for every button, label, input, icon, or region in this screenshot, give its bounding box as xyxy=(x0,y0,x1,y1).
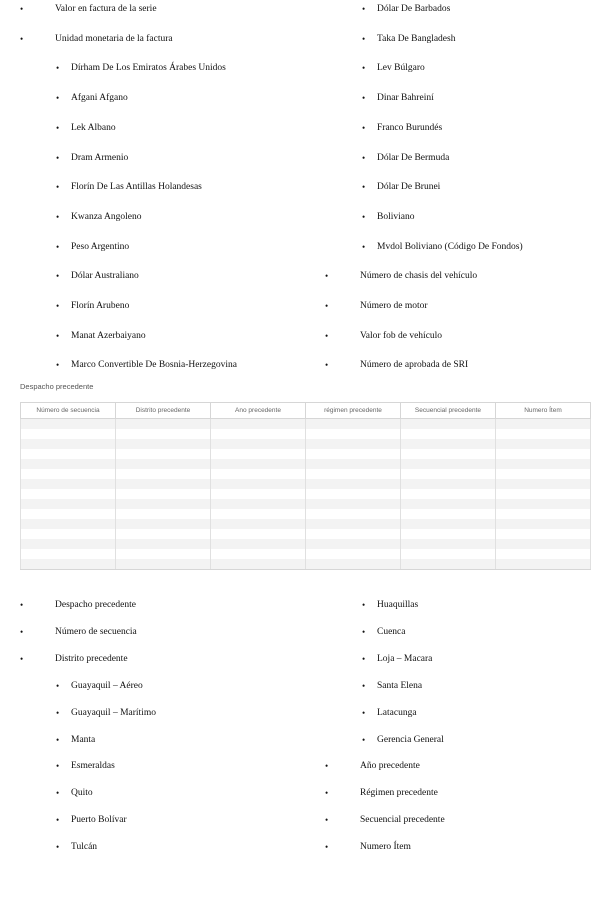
table-body xyxy=(21,419,591,570)
table-cell xyxy=(306,449,401,459)
bullet-icon: • xyxy=(325,761,329,772)
list-item: Dram Armenio xyxy=(71,152,129,163)
bullet-icon: • xyxy=(325,788,329,799)
table-cell xyxy=(496,509,591,519)
header-ano-precedente: Ano precedente xyxy=(211,403,306,419)
table-row xyxy=(21,459,591,469)
table-cell xyxy=(496,559,591,570)
header-distrito-precedente: Distrito precedente xyxy=(116,403,211,419)
bullet-icon: • xyxy=(56,815,60,826)
bullet-icon: • xyxy=(56,152,60,163)
list-item: Mvdol Boliviano (Código De Fondos) xyxy=(377,241,523,252)
bullet-icon: • xyxy=(362,241,366,252)
list-item: Guayaquil – Aéreo xyxy=(71,680,143,691)
bullet-icon: • xyxy=(56,241,60,252)
list-item: Afgani Afgano xyxy=(71,93,128,104)
table-cell xyxy=(496,519,591,529)
list-item: Dólar De Bermuda xyxy=(377,152,450,163)
bullet-icon: • xyxy=(362,211,366,222)
list-item: Secuencial precedente xyxy=(360,815,445,826)
bullet-icon: • xyxy=(56,93,60,104)
bullet-icon: • xyxy=(20,33,24,44)
table-cell xyxy=(21,469,116,479)
list-item: Quito xyxy=(71,788,93,799)
table-cell xyxy=(401,459,496,469)
table-cell xyxy=(401,559,496,570)
bullet-icon: • xyxy=(362,734,366,745)
table-cell xyxy=(21,459,116,469)
bullet-icon: • xyxy=(362,707,366,718)
table-cell xyxy=(116,429,211,439)
list-item: Santa Elena xyxy=(377,680,423,691)
table-cell xyxy=(401,519,496,529)
bullet-icon: • xyxy=(362,63,366,74)
list-item: Régimen precedente xyxy=(360,788,438,799)
table-cell xyxy=(116,439,211,449)
bullet-icon: • xyxy=(56,122,60,133)
list-item: Lek Albano xyxy=(71,122,116,133)
list-item: Despacho precedente xyxy=(55,600,136,610)
table-cell xyxy=(401,509,496,519)
list-item: Distrito precedente xyxy=(55,653,128,664)
bullet-icon: • xyxy=(362,33,366,44)
table-cell xyxy=(211,529,306,539)
list-item: Número de motor xyxy=(360,301,428,311)
table-cell xyxy=(211,479,306,489)
bullet-icon: • xyxy=(56,788,60,799)
table-cell xyxy=(306,429,401,439)
list-item: Valor fob de vehículo xyxy=(360,330,443,341)
table-cell xyxy=(116,529,211,539)
list-item: Florín Arubeno xyxy=(71,301,130,311)
table-cell xyxy=(496,469,591,479)
table-cell xyxy=(21,429,116,439)
list-item: Dólar De Barbados xyxy=(377,4,451,14)
table-cell xyxy=(496,479,591,489)
table-cell xyxy=(401,439,496,449)
table-cell xyxy=(211,519,306,529)
list-item: Kwanza Angoleno xyxy=(71,211,142,222)
header-regimen-precedente: régimen precedente xyxy=(306,403,401,419)
bullet-icon: • xyxy=(362,680,366,691)
bullet-icon: • xyxy=(362,626,366,637)
bullet-icon: • xyxy=(362,122,366,133)
table-cell xyxy=(401,529,496,539)
table-cell xyxy=(116,469,211,479)
table-row xyxy=(21,539,591,549)
table-cell xyxy=(21,449,116,459)
bullet-icon: • xyxy=(20,600,24,610)
table-cell xyxy=(306,549,401,559)
table-cell xyxy=(306,499,401,509)
table-row xyxy=(21,519,591,529)
table-row xyxy=(21,439,591,449)
table-cell xyxy=(401,489,496,499)
list-item: Número de secuencia xyxy=(55,626,137,637)
list-item: Marco Convertible De Bosnia-Herzegovina xyxy=(71,360,237,371)
table-cell xyxy=(306,559,401,570)
list-item: Manta xyxy=(71,734,96,745)
list-item: Loja – Macara xyxy=(377,653,433,664)
table-cell xyxy=(306,419,401,430)
table-cell xyxy=(116,509,211,519)
bullet-icon: • xyxy=(56,761,60,772)
bullet-icon: • xyxy=(56,707,60,718)
table-cell xyxy=(306,539,401,549)
table-cell xyxy=(306,459,401,469)
table-cell xyxy=(496,529,591,539)
list-item: Dólar De Brunei xyxy=(377,182,441,193)
table-cell xyxy=(401,469,496,479)
table-cell xyxy=(21,479,116,489)
bullet-icon: • xyxy=(362,93,366,104)
bullet-icon: • xyxy=(56,734,60,745)
table-row xyxy=(21,559,591,570)
bullet-icon: • xyxy=(362,600,366,610)
header-numero-item: Numero Ítem xyxy=(496,403,591,419)
table-cell xyxy=(211,419,306,430)
table-cell xyxy=(116,489,211,499)
table-cell xyxy=(401,479,496,489)
list-item: Peso Argentino xyxy=(71,241,130,252)
bullet-icon: • xyxy=(56,330,60,341)
table-cell xyxy=(21,439,116,449)
list-item: Florín De Las Antillas Holandesas xyxy=(71,182,202,193)
bullet-icon: • xyxy=(325,815,329,826)
table-cell xyxy=(21,519,116,529)
bullet-icon: • xyxy=(362,653,366,664)
table-row xyxy=(21,489,591,499)
table-cell xyxy=(21,539,116,549)
list-item: Manat Azerbaiyano xyxy=(71,330,146,341)
table-cell xyxy=(116,519,211,529)
list-item: Franco Burundés xyxy=(377,122,443,133)
table-cell xyxy=(116,559,211,570)
table-cell xyxy=(116,459,211,469)
table-cell xyxy=(496,449,591,459)
table-cell xyxy=(211,489,306,499)
list-item: Cuenca xyxy=(377,626,406,637)
list-item: Dírham De Los Emiratos Árabes Unidos xyxy=(71,63,226,74)
table-cell xyxy=(116,479,211,489)
table-cell xyxy=(496,459,591,469)
table-cell xyxy=(116,539,211,549)
table-cell xyxy=(306,489,401,499)
bullet-icon: • xyxy=(56,211,60,222)
bullet-icon: • xyxy=(56,271,60,282)
list-item: Numero Ítem xyxy=(360,842,411,853)
table-cell xyxy=(401,549,496,559)
table-cell xyxy=(21,499,116,509)
list-item: Lev Búlgaro xyxy=(377,63,425,74)
list-item: Guayaquil – Marítimo xyxy=(71,707,156,718)
table-cell xyxy=(306,469,401,479)
bullet-icon: • xyxy=(56,842,60,853)
table-cell xyxy=(496,499,591,509)
table-cell xyxy=(116,549,211,559)
table-cell xyxy=(211,549,306,559)
table-cell xyxy=(496,429,591,439)
table-row xyxy=(21,509,591,519)
table-cell xyxy=(401,419,496,430)
table-cell xyxy=(116,449,211,459)
table-cell xyxy=(21,489,116,499)
bullet-icon: • xyxy=(362,4,366,14)
table-cell xyxy=(306,509,401,519)
table-cell xyxy=(21,549,116,559)
table-row xyxy=(21,419,591,430)
table-cell xyxy=(211,509,306,519)
table-cell xyxy=(211,439,306,449)
bullet-icon: • xyxy=(325,842,329,853)
table-cell xyxy=(306,529,401,539)
table-cell xyxy=(401,499,496,509)
table-cell xyxy=(21,419,116,430)
table-cell xyxy=(401,449,496,459)
list-item: Número de chasis del vehículo xyxy=(360,271,478,282)
table-row xyxy=(21,479,591,489)
table-row xyxy=(21,499,591,509)
table-cell xyxy=(496,549,591,559)
list-item: Gerencia General xyxy=(377,734,444,745)
table-cell xyxy=(211,459,306,469)
table-cell xyxy=(211,559,306,570)
list-item: Dólar Australiano xyxy=(71,271,139,282)
list-item: Unidad monetaria de la factura xyxy=(55,33,173,44)
table-header-row xyxy=(21,403,591,419)
table-cell xyxy=(211,539,306,549)
table-cell xyxy=(496,439,591,449)
table-cell xyxy=(306,439,401,449)
bullet-icon: • xyxy=(20,626,24,637)
table-row xyxy=(21,449,591,459)
header-numero-secuencia: Número de secuencia xyxy=(21,403,116,419)
list-item: Huaquillas xyxy=(377,600,419,610)
table-row xyxy=(21,429,591,439)
table-row xyxy=(21,529,591,539)
list-item: Latacunga xyxy=(377,707,417,718)
table-cell xyxy=(211,499,306,509)
bullet-icon: • xyxy=(56,360,60,371)
table-cell xyxy=(496,489,591,499)
bullet-icon: • xyxy=(56,680,60,691)
bullet-icon: • xyxy=(56,63,60,74)
bullet-icon: • xyxy=(362,152,366,163)
bullet-icon: • xyxy=(56,301,60,311)
table-cell xyxy=(496,539,591,549)
bullet-icon: • xyxy=(362,182,366,193)
list-item: Dinar Bahreiní xyxy=(377,93,434,104)
bullet-icon: • xyxy=(20,4,24,14)
header-secuencial-precedente: Secuencial precedente xyxy=(401,403,496,419)
table-cell xyxy=(306,479,401,489)
table-cell xyxy=(306,519,401,529)
table-row xyxy=(21,549,591,559)
bullet-icon: • xyxy=(20,653,24,664)
list-item: Año precedente xyxy=(360,761,420,772)
table-cell xyxy=(401,539,496,549)
bullet-icon: • xyxy=(325,330,329,341)
list-item: Boliviano xyxy=(377,211,415,222)
table-row xyxy=(21,469,591,479)
table-cell xyxy=(211,429,306,439)
table-caption: Despacho precedente xyxy=(20,382,94,391)
table-cell xyxy=(496,419,591,430)
table-cell xyxy=(21,509,116,519)
list-item: Número de aprobada de SRI xyxy=(360,360,469,371)
despacho-table xyxy=(20,402,591,570)
list-item: Esmeraldas xyxy=(71,761,115,772)
list-item: Puerto Bolívar xyxy=(71,815,127,826)
table-cell xyxy=(21,559,116,570)
list-item: Taka De Bangladesh xyxy=(377,33,456,44)
table-cell xyxy=(211,449,306,459)
list-item: Tulcán xyxy=(71,842,98,853)
list-item: Valor en factura de la serie xyxy=(55,4,157,14)
table-cell xyxy=(116,499,211,509)
table-cell xyxy=(21,529,116,539)
table-cell xyxy=(116,419,211,430)
bullet-icon: • xyxy=(325,301,329,311)
bullet-icon: • xyxy=(325,360,329,371)
bullet-icon: • xyxy=(325,271,329,282)
table-cell xyxy=(211,469,306,479)
table-cell xyxy=(401,429,496,439)
bullet-icon: • xyxy=(56,182,60,193)
